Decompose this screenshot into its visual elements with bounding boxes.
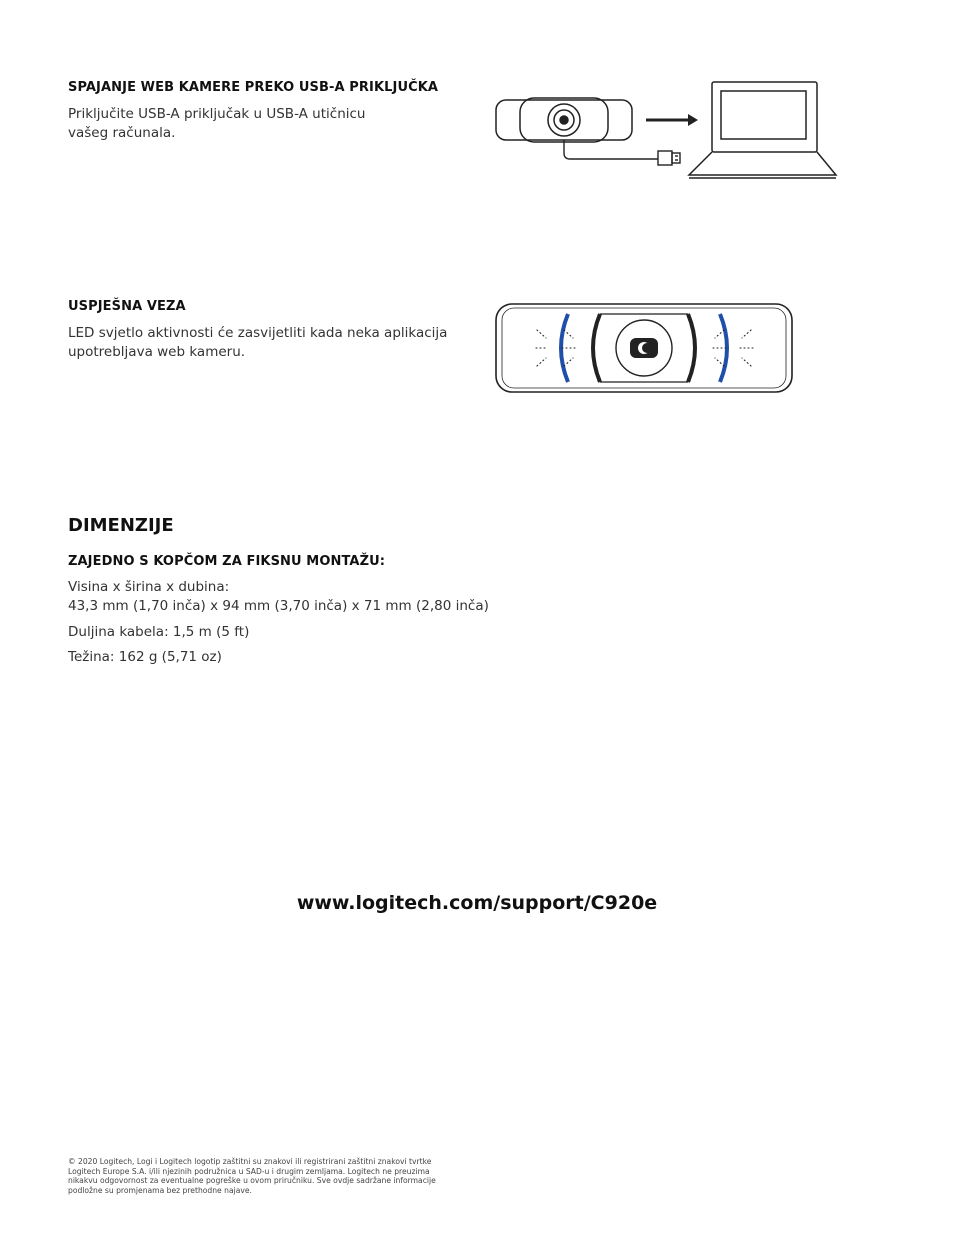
webcam-small-icon [496, 98, 632, 142]
connection-heading: USPJEŠNA VEZA [68, 299, 186, 314]
usb-plug-icon [658, 151, 680, 165]
arrow-right-icon [646, 114, 698, 126]
support-url[interactable]: www.logitech.com/support/C920e [296, 892, 658, 914]
legal-line: Logitech Europe S.A. i/ili njezinih podružnica u SAD-u i drugim zemljama. Logitech ne preuzima [68, 1166, 430, 1176]
webcam-led-illustration [492, 300, 797, 398]
size-value: 43,3 mm (1,70 inča) x 94 mm (3,70 inča) x 71 mm (2,80 inča) [68, 598, 489, 614]
usb-instructions [68, 105, 365, 143]
size-label: Visina x širina x dubina: [68, 579, 230, 595]
usb-instruction-line: vašeg računala. [68, 125, 176, 141]
led-glow-left-icon [536, 330, 575, 366]
led-glow-right-icon [713, 330, 753, 366]
webcam-lens-icon [616, 320, 672, 376]
legal-notice [68, 1157, 488, 1195]
usb-instruction-line: Priključite USB-A priključak u USB-A utičnicu [68, 106, 366, 122]
dimensions-title: DIMENZIJE [68, 515, 174, 536]
dimensions-subheading: ZAJEDNO S KOPČOM ZA FIKSNU MONTAŽU: [68, 554, 386, 569]
legal-line: podložne su promjenama bez prethodne najave. [68, 1185, 252, 1195]
laptop-icon [689, 82, 836, 178]
connection-instruction-line: LED svjetlo aktivnosti će zasvijetliti kada neka aplikacija [68, 325, 448, 341]
legal-line: © 2020 Logitech, Logi i Logitech logotip zaštitni su znakovi ili registrirani zaštitni znakovi tvrtke [68, 1157, 432, 1166]
dimensions-size [68, 578, 489, 616]
connection-instructions [68, 324, 447, 362]
weight: Težina: 162 g (5,71 oz) [68, 649, 222, 665]
legal-line: nikakvu odgovornost za eventualne pogreške u ovom priručniku. Sve ovdje sadržane informacije [68, 1176, 436, 1186]
cable-length: Duljina kabela: 1,5 m (5 ft) [68, 624, 250, 640]
lens-ring-left [593, 314, 600, 382]
lens-ring-right [688, 314, 695, 382]
usb-heading: SPAJANJE WEB KAMERE PREKO USB-A PRIKLJUČKA [68, 80, 439, 95]
connection-instruction-line: upotrebljava web kameru. [68, 344, 246, 360]
usb-connection-illustration [490, 75, 845, 185]
usb-cable-icon [564, 140, 658, 159]
